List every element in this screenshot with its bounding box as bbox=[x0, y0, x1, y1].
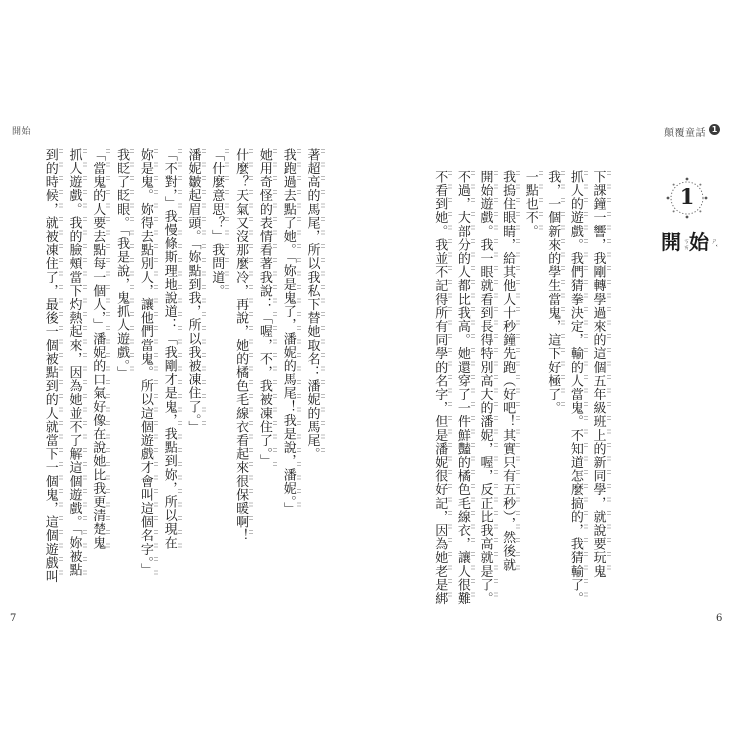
text-column: 下課鐘一響，我剛轉學過來的這個五年級班上的新同學，就說要玩鬼 bbox=[590, 170, 606, 578]
text-column: 抓人的遊戲。我們猜拳決定，輸的人當鬼。不知道怎麼搞的，我猜輸了。 bbox=[567, 170, 583, 606]
text-column: 不看到她。我並不記得所有同學的名字，但是潘妮很好記，因為她老是綁 bbox=[432, 170, 448, 606]
text-column: 著超高的馬尾，所以我私下替她取名：潘妮的馬尾。 bbox=[304, 148, 320, 461]
series-number-badge: 1 bbox=[709, 124, 720, 135]
chapter-title-char: 始 bbox=[689, 230, 709, 254]
text-column: 我眨了眨眼。「我是說，鬼抓人遊戲。」 bbox=[114, 148, 130, 380]
text-column: 我跑過去點了她。「妳是鬼了，潘妮的馬尾！我是說，潘妮。」 bbox=[280, 148, 296, 516]
page-number: 6 bbox=[716, 613, 723, 624]
text-column: 到的時候，就被凍住了，最後一個被點到的人就當下一個鬼，這個遊戲叫 bbox=[42, 148, 58, 584]
text-column: 潘妮皺起眉頭。「妳點到我，所以我被凍住了。」 bbox=[185, 148, 201, 435]
text-column: 抓人遊戲。我的臉頰當下灼熱起來，因為她並不了解這個遊戲。「妳被點 bbox=[66, 148, 82, 577]
text-column: 一點也不。 bbox=[522, 170, 538, 238]
text-column: 不過，大部分的人都比我高。她還穿了一件鮮豔的橘色毛線衣，讓人很難 bbox=[454, 170, 470, 606]
page-number: 7 bbox=[10, 613, 17, 624]
text-column: 什麼？天氣又沒那麼冷，再說，她的橘色毛線衣看起來很保暖啊！ bbox=[233, 148, 249, 543]
chapter-title-char: 開 bbox=[661, 230, 681, 254]
text-column: 開始遊戲。我一眼就看到長得特別高大的潘妮，喔，反正比我高就是了。 bbox=[477, 170, 493, 606]
text-column: 「當鬼的人要去點每一個人，」潘妮的口氣好像在說她比我更清楚鬼 bbox=[90, 148, 106, 550]
text-column: 她用奇怪的表情看著我說：「喔，不，我被凍住了。」 bbox=[256, 148, 272, 468]
text-column: 「不對，」我慢條斯理地說道：「我剛才是鬼，我點到妳，所以現在 bbox=[161, 148, 177, 550]
chapter-title bbox=[661, 230, 717, 260]
text-column: 我摀住眼睛，給其他人十秒鐘先跑（好吧！其實只有五秒），然後就 bbox=[500, 170, 516, 572]
running-head-chapter: 開始 bbox=[12, 127, 32, 137]
chapter-title-zhuyin: ㄎㄞ bbox=[682, 238, 689, 250]
running-head-book-title: 顛覆童話 bbox=[664, 128, 706, 139]
chapter-number: 1 bbox=[679, 184, 695, 209]
text-column: 我，一個新來的學生當鬼，這下好極了。 bbox=[545, 170, 561, 415]
text-column: 「什麼意思？」我問道。 bbox=[209, 148, 225, 298]
text-column: 妳是鬼。妳得去點別人，讓他們當鬼。所以這個遊戲才會叫這個名字。」 bbox=[137, 148, 153, 577]
chapter-title-zhuyin: ㄕˇ bbox=[710, 238, 717, 247]
